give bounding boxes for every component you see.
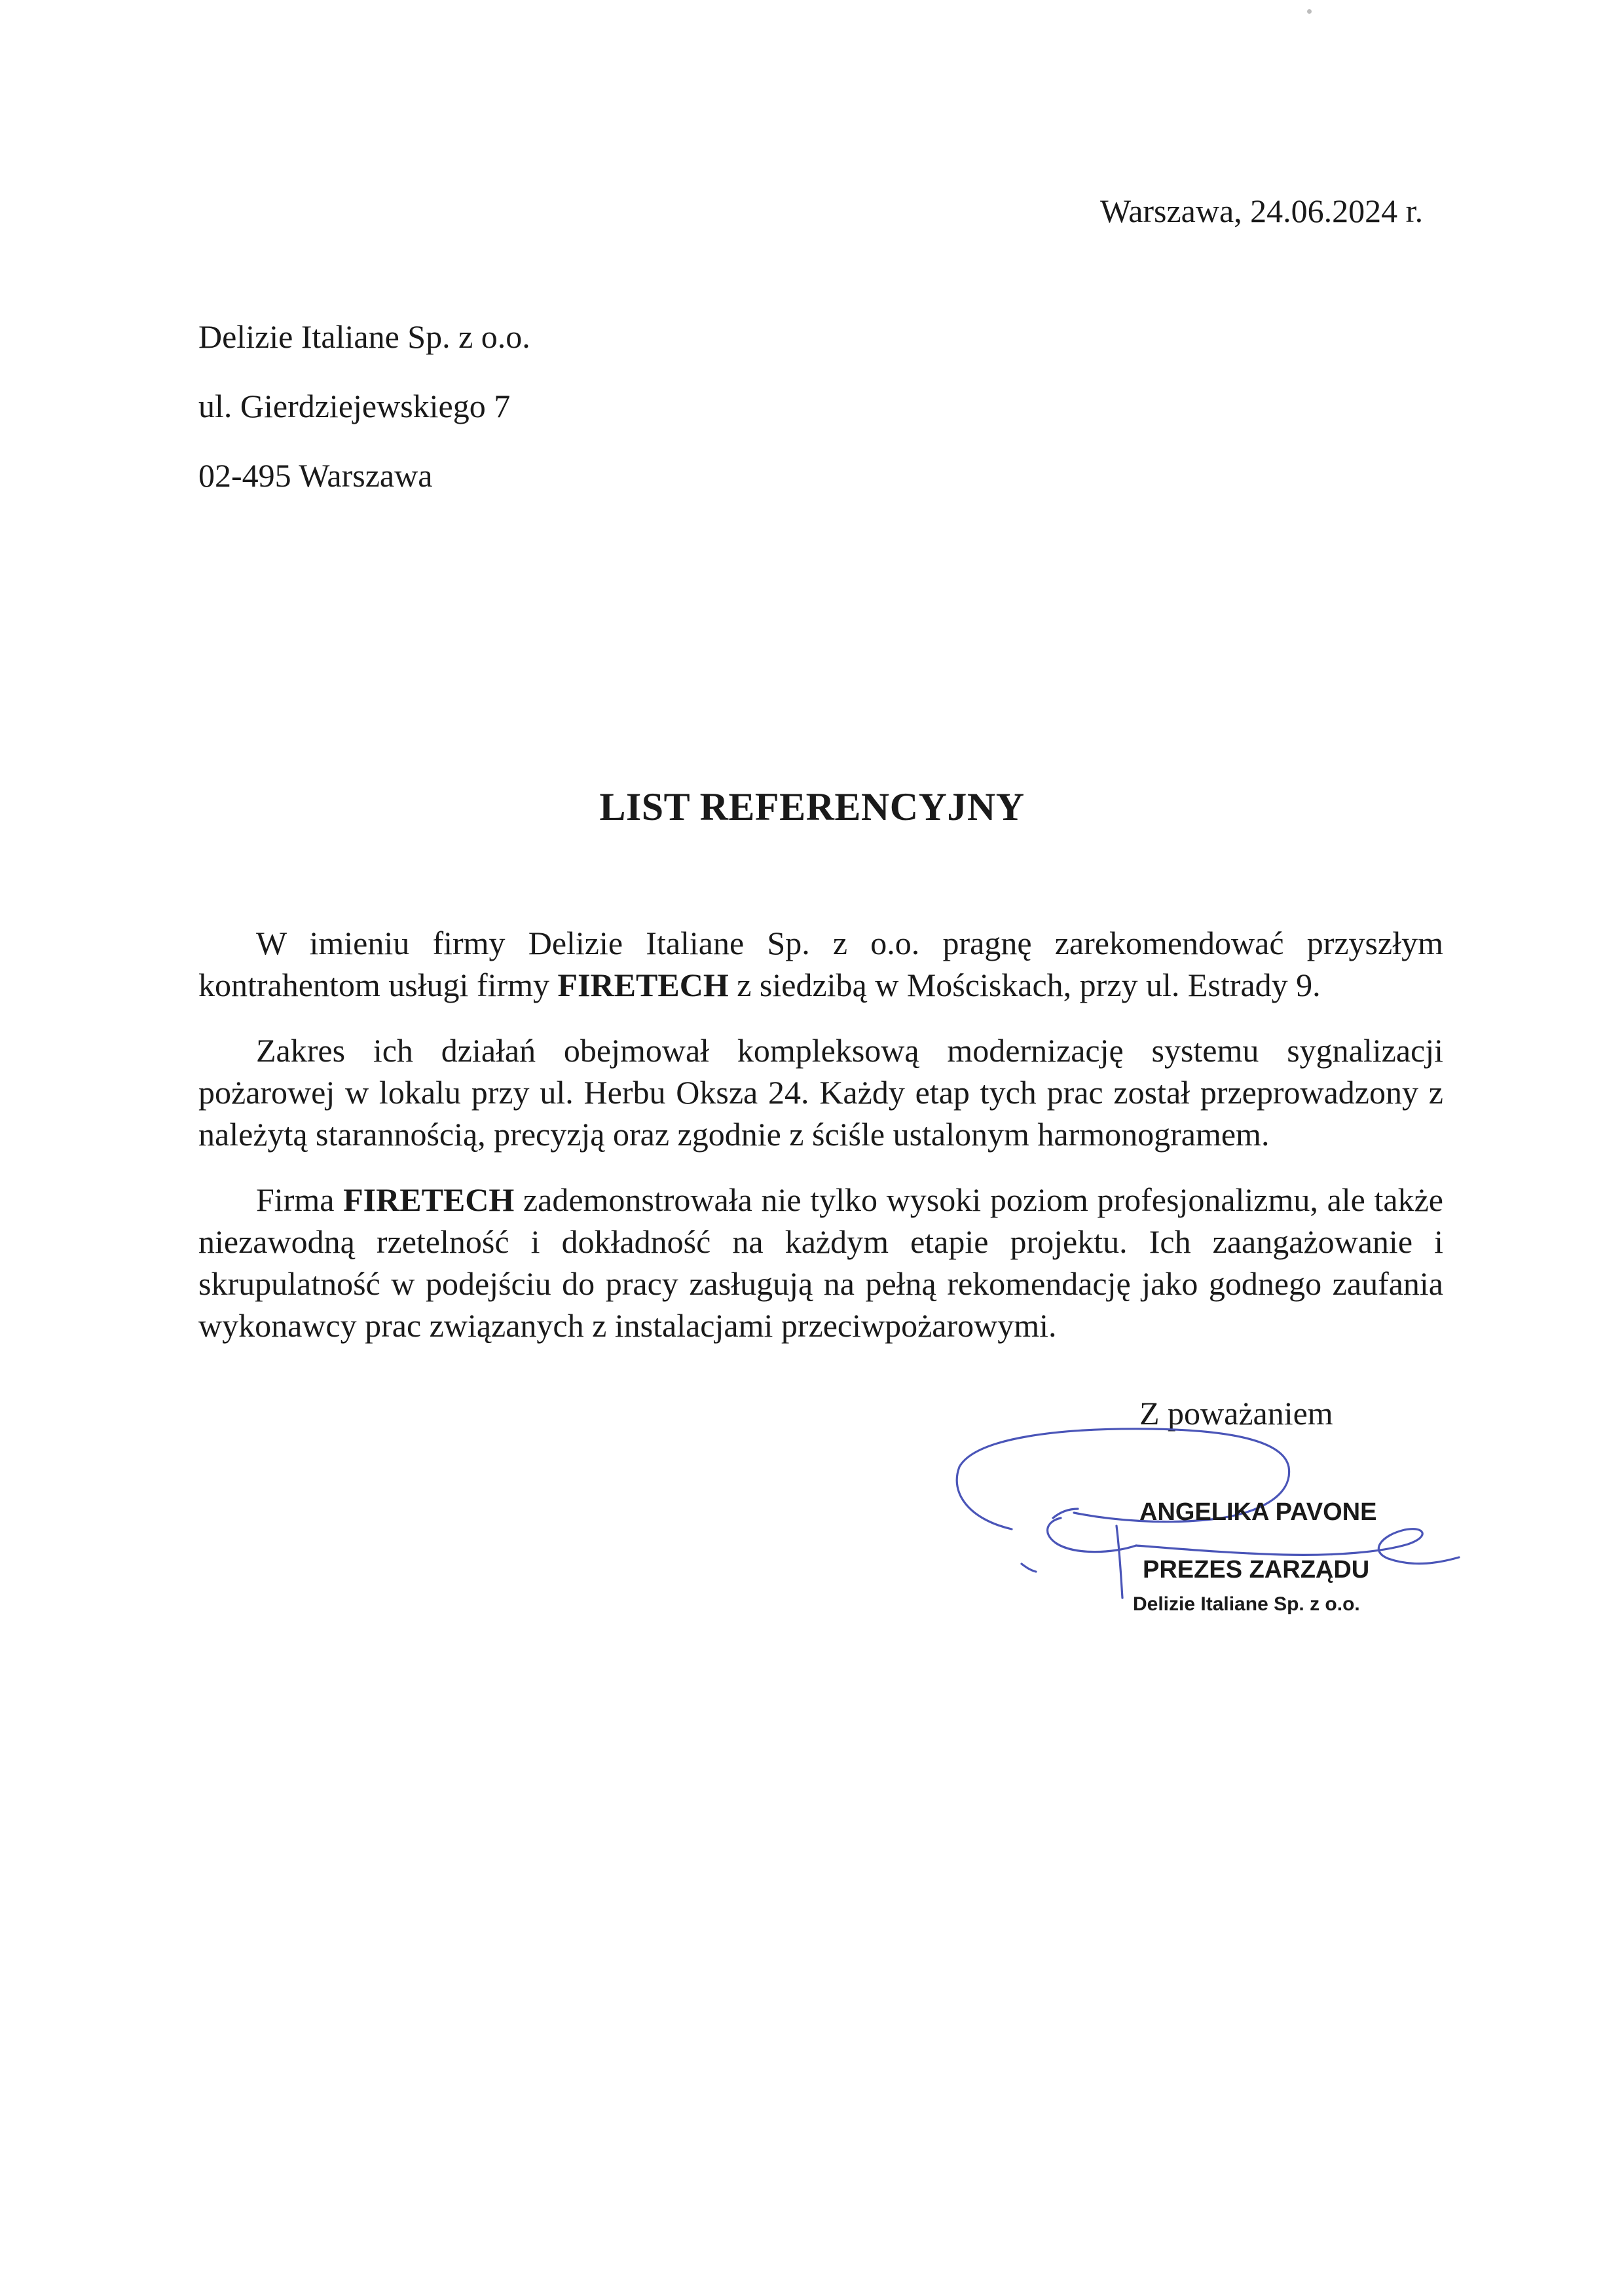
stamp-signatory-name: ANGELIKA PAVONE [1139,1498,1377,1526]
recipient-company: Delizie Italiane Sp. z o.o. [198,318,530,355]
recipient-address [198,317,530,525]
recipient-city: 02-495 Warszawa [198,457,433,494]
stamp-signatory-role: PREZES ZARZĄDU [1143,1556,1370,1583]
date-line: Warszawa, 24.06.2024 r. [1100,193,1424,229]
paragraph-3-text-b: zademonstrowała nie tylko wysoki poziom profesjonalizmu, ale także niezawodną rzetelność i dokładność na każdym etapie projektu. Ich zaangażowanie i skrupulatność w podejściu do pracy zasługują na pełną rekomendację jako godnego zaufania wykonawcy prac związanych z instalacjami przeciwpożarowymi. [198,1181,1443,1344]
paragraph-3 [198,1179,1443,1346]
scan-speck [1307,9,1312,14]
paragraph-3-text-a: Firma [256,1181,344,1218]
letter-title: LIST REFERENCYJNY [599,785,1025,828]
company-name-bold: FIRETECH [557,967,729,1003]
paragraph-1-text-a: W imieniu firmy Delizie Italiane Sp. z o.o. pragnę zarekomendować przyszłym kontrahentom usługi firmy [198,925,1443,1003]
stamp-company-name: Delizie Italiane Sp. z o.o. [1133,1593,1360,1615]
paragraph-1-text-b: z siedzibą w Mościskach, przy ul. Estrady 9. [728,967,1321,1003]
closing-phrase: Z poważaniem [1139,1395,1333,1432]
recipient-street: ul. Gierdziejewskiego 7 [198,388,511,424]
company-name-bold: FIRETECH [343,1181,515,1218]
paragraph-2: Zakres ich działań obejmował kompleksową modernizację systemu sygnalizacji pożarowej w lokalu przy ul. Herbu Oksza 24. Każdy etap tych prac został przeprowadzony z należytą starannością, precyzją oraz zgodnie z ściśle ustalonym harmonogramem. [198,1032,1443,1153]
paragraph-1 [198,922,1443,1006]
letter-body [198,922,1443,1370]
